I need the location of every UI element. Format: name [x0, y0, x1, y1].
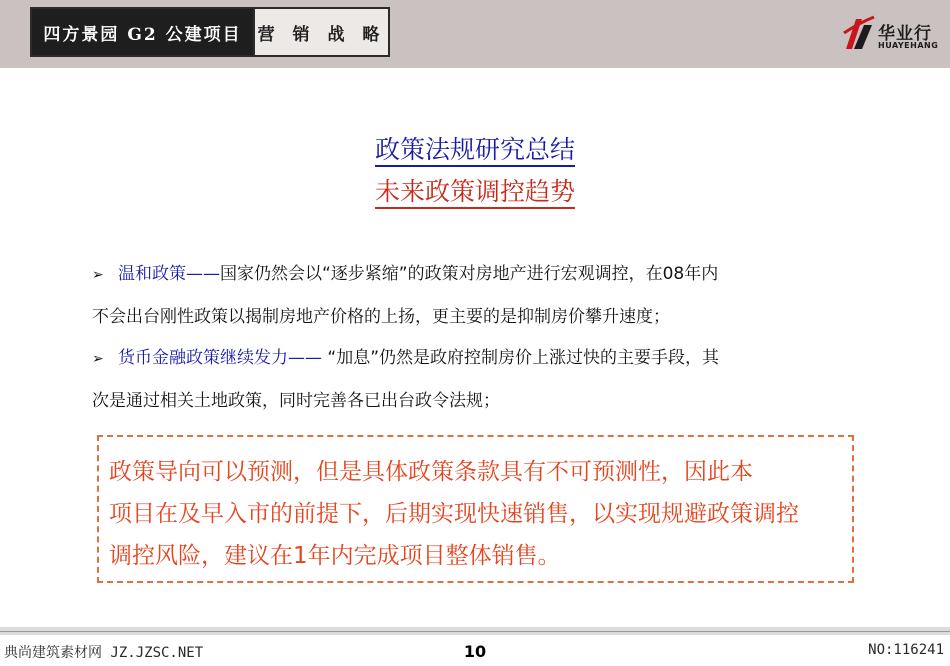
bullet-text: “加息”仍然是政府控制房价上涨过快的主要手段，其	[322, 348, 720, 368]
policy-bullet-list	[92, 254, 862, 422]
bullet-arrow-icon: ➢	[92, 351, 104, 367]
conclusion-line: 项目在及早入市的前提下，后期实现快速销售，以实现规避政策调控	[109, 501, 799, 527]
conclusion-line: 调控风险，建议在1年内完成项目整体销售。	[109, 543, 561, 569]
huayehang-logo-icon	[842, 13, 876, 53]
bullet-text: 国家仍然会以“逐步紧缩”的政策对房地产进行宏观调控，在08年内	[220, 264, 719, 284]
bullet-arrow-icon: ➢	[92, 267, 104, 283]
logo-name-cn: 华业行	[878, 24, 932, 44]
slide-footer	[0, 636, 950, 666]
footer-source-text: 典尚建筑素材网 JZ.JZSC.NET	[4, 645, 204, 661]
footer-divider-line	[0, 631, 950, 632]
logo-name-en: HUAYEHANG	[878, 41, 939, 50]
bullet-text-continued: 不会出台刚性政策以揭制房地产价格的上扬，更主要的是抑制房价攀升速度；	[92, 306, 670, 327]
bullet-heading: 温和政策——	[118, 264, 220, 284]
conclusion-text	[109, 451, 849, 577]
conclusion-line: 政策导向可以预测，但是具体政策条款具有不可预测性，因此本	[109, 459, 753, 485]
page-number: 10	[463, 642, 487, 661]
footer-id-text: NO:116241	[868, 642, 944, 658]
slide-subtitle: 未来政策调控趋势	[0, 172, 950, 208]
section-label: 营 销 战 略	[253, 7, 390, 57]
conclusion-callout-box	[97, 435, 854, 583]
project-label: 四方景园 G2 公建项目	[30, 7, 255, 57]
slide-header	[0, 0, 950, 68]
bullet-heading: 货币金融政策继续发力——	[118, 348, 322, 368]
bullet-text-continued: 次是通过相关土地政策，同时完善各已出台政令法规；	[92, 390, 500, 411]
slide-title: 政策法规研究总结	[0, 130, 950, 166]
bullet-item	[92, 254, 862, 297]
company-logo	[842, 13, 942, 57]
bullet-item	[92, 338, 862, 381]
